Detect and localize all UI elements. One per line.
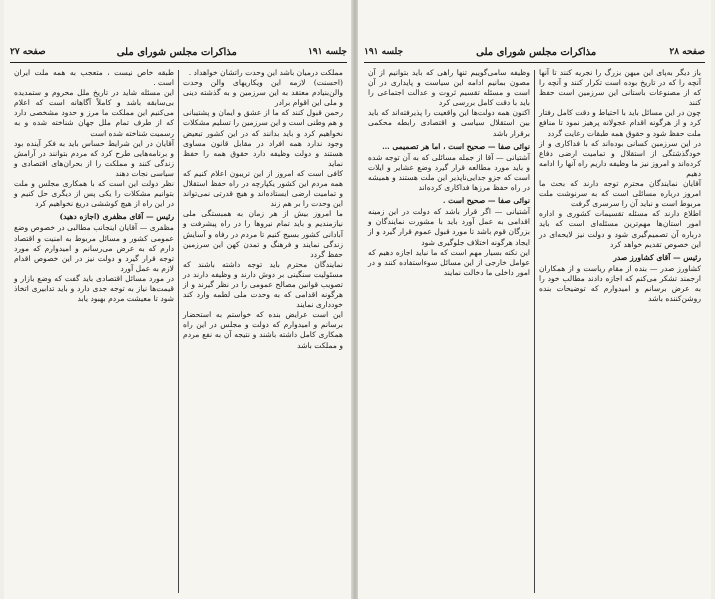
paragraph: رحمن قبول کنند که ما از عشق و ایمان و پشتیبانی و هم وطنی است و این سرزمین را تسلیم مشکلات نخواهیم کرد و باید بدانند که در این کشور تبعیض وجود ندارد همه افراد در مقابل قانون مساوی هستند و دولت وظیفه دارد حقوق همه را حفظ نماید bbox=[183, 108, 343, 168]
text-column bbox=[179, 68, 347, 595]
right-page bbox=[358, 0, 711, 599]
page-title: مذاکرات مجلس شورای ملی bbox=[476, 46, 597, 58]
left-page bbox=[4, 0, 353, 599]
paragraph: آشتیانی — اگر قرار باشد که دولت در این زمینه اقدامی به عمل آورد باید با مشورت نمایندگان و بزرگان قوم باشد تا مورد قبول عموم قرار گیرد و از ایجاد هرگونه اختلاف جلوگیری شود bbox=[368, 207, 530, 247]
paragraph: باز دیگر به‌پای این میهن بزرگ را نجریه کنند تا آنها آنچه را که در تاریخ بوده است تکرار کنند و آنچه را که از مصنوعات باستانی این سرزمین است حفظ کنند bbox=[539, 68, 701, 108]
speaker-heading: نوائی صفا — صحیح است ، اما هر تصمیمی … bbox=[382, 141, 530, 151]
text-column bbox=[364, 68, 534, 595]
header-rule bbox=[10, 62, 347, 63]
header-rule bbox=[364, 62, 705, 63]
paragraph: در مورد مسائل اقتصادی باید گفت که وضع بازار و قیمت‌ها نیاز به توجه جدی دارد و باید تدابیری اتخاذ شود تا معیشت مردم بهبود یابد bbox=[14, 273, 174, 304]
paragraph: مملکت درمیان باشد این وحدت راتشان خواهداد . bbox=[188, 68, 343, 77]
paragraph: در این سرزمین کسانی بوده‌اند که با فداکاری و از خودگذشتگی از استقلال و تمامیت ارضی دفاع کرده‌اند و امروز نیز ما وظیفه داریم راه آنها را ادامه دهیم bbox=[539, 138, 701, 178]
paragraph: آقایان نمایندگان محترم توجه دارند که بحث ما امروز درباره مسائلی است که به سرنوشت ملت مربوط است و نباید آن را سرسری گرفت bbox=[539, 179, 701, 209]
paragraph: کشاورز صدر — بنده از مقام ریاست و از همکاران ارجمند تشکر می‌کنم که اجازه دادند مطالب خود را به عرض برسانم و امیدوارم که توضیحات بنده روشن‌کننده باشد bbox=[539, 263, 701, 304]
paragraph: این است عرایض بنده که خواستم به استحضار برسانم و امیدوارم که دولت و مجلس در این راه همکاری کامل داشته باشند و نتیجه آن به نفع مردم و مملکت باشد bbox=[183, 310, 343, 350]
session-label: جلسه ۱۹۱ bbox=[307, 47, 347, 57]
paragraph: این مسئله شاید در تاریخ ملل محروم و ستمدیده بی‌سابقه باشد و کاملاً آگاهانه است که اعلام می‌کنیم این مملکت ما مرز و حدود مشخصی دارد که از طرف تمام ملل جهان شناخته شده و به رسمیت شناخته شده است bbox=[14, 88, 174, 138]
paragraph: نمایندگان محترم باید توجه داشته باشند که مسئولیت سنگینی بر دوش دارند و وظیفه دارند در تصویب قوانین مصالح عمومی را در نظر گیرند و از هرگونه اقدامی که به وحدت ملی لطمه وارد کند خودداری نمایند bbox=[183, 259, 343, 310]
paragraph: چون در این مسائل باید با احتیاط و دقت کامل رفتار کرد و از هرگونه اقدام عجولانه پرهیز نمود تا منافع ملت حفظ شود و حقوق همه طبقات رعایت گردد bbox=[539, 108, 701, 138]
paragraph: اطلاع دارند که مسئله تقسیمات کشوری و اداره امور استان‌ها مهم‌ترین مسئله‌ای است که باید درباره آن تصمیم‌گیری شود و دولت نیز لایحه‌ای در این خصوص تقدیم خواهد کرد bbox=[539, 209, 701, 249]
paragraph: ما امروز بیش از هر زمان به همبستگی ملی نیازمندیم و باید تمام نیروها را در راه پیشرفت و آبادانی کشور بسیج کنیم تا مردم در رفاه و آسایش زندگی نمایند و فرهنگ و تمدن کهن این سرزمین حفظ گردد bbox=[183, 209, 343, 259]
speaker-heading: رئیس — آقای کشاورز صدر bbox=[613, 252, 701, 262]
paragraph: (احسنت) لازمه این ویکاریهای والن وحدت والن‌بنیادم معتقد به این سرزمین و به گذشته دینی و ملی این اقوام برادر bbox=[183, 78, 343, 108]
text-column bbox=[535, 68, 705, 595]
page-title: مذاکرات مجلس شورای ملی bbox=[116, 46, 237, 58]
paragraph: این نکته بسیار مهم است که ما نباید اجازه دهیم که عوامل خارجی از این مسائل سوءاستفاده کنند و در امور داخلی ما دخالت نمایند bbox=[368, 247, 530, 277]
paragraph: وظیفه سامی‌گوییم تنها راهی که باید بتوانیم از آن مصون بمانیم ادامه این سیاست و پایداری در آن است و مسئله تقسیم ثروت و عدالت اجتماعی را باید با دقت کامل بررسی کرد bbox=[368, 68, 530, 108]
page-number: صفحه ۲۷ bbox=[10, 47, 46, 57]
paragraph: طبقه خاص نیست ، متعجب به همه ملت ایران است . bbox=[14, 68, 174, 88]
session-label: جلسه ۱۹۱ bbox=[364, 47, 404, 57]
page-number: صفحه ۲۸ bbox=[669, 47, 705, 57]
left-page-header bbox=[10, 44, 347, 60]
right-page-columns bbox=[364, 68, 705, 595]
speaker-heading: نوائی صفا — صحیح است . bbox=[442, 196, 530, 206]
paragraph: آقایان در این شرایط حساس باید به فکر آینده بود و برنامه‌هایی طرح کرد که مردم بتوانند در آرامش زندگی کنند و مملکت را از بحران‌های اقتصادی و سیاسی نجات دهند bbox=[14, 138, 174, 178]
left-page-columns bbox=[10, 68, 347, 595]
paragraph: کافی است که امروز از این تریبون اعلام کنیم که همه مردم این کشور یکپارچه در راه حفظ استقلال و تمامیت ارضی ایستاده‌اند و هیچ قدرتی نمی‌تواند این وحدت را بر هم زند bbox=[183, 168, 343, 209]
paragraph: اکنون همه دولت‌ها این واقعیت را پذیرفته‌اند که باید بین استقلال سیاسی و اقتصادی رابطه محکمی برقرار باشد bbox=[368, 108, 530, 138]
right-page-header bbox=[364, 44, 705, 60]
paragraph: نظر دولت این است که با همکاری مجلس و ملت بتوانیم مشکلات را یکی پس از دیگری حل کنیم و در این راه از هیچ کوششی دریغ نخواهیم کرد bbox=[14, 179, 174, 209]
paragraph: آشتیانی — آقا از جمله مسائلی که به آن توجه شده و باید مورد مطالعه قرار گیرد وضع عشایر و ایلات است که جزو جدایی‌ناپذیر این ملت هستند و همیشه در راه حفظ مرزها فداکاری کرده‌اند bbox=[368, 152, 530, 193]
text-column bbox=[10, 68, 178, 595]
paragraph: مظفری — آقایان اینجانب مطالبی در خصوص وضع عمومی کشور و مسائل مربوط به امنیت و اقتصاد دارم که به عرض می‌رسانم و امیدوارم که مورد توجه قرار گیرد و دولت نیز در این خصوص اقدام لازم به عمل آورد bbox=[14, 223, 174, 273]
speaker-heading: رئیس — آقای مظفری (اجازه دهید) bbox=[59, 212, 174, 222]
